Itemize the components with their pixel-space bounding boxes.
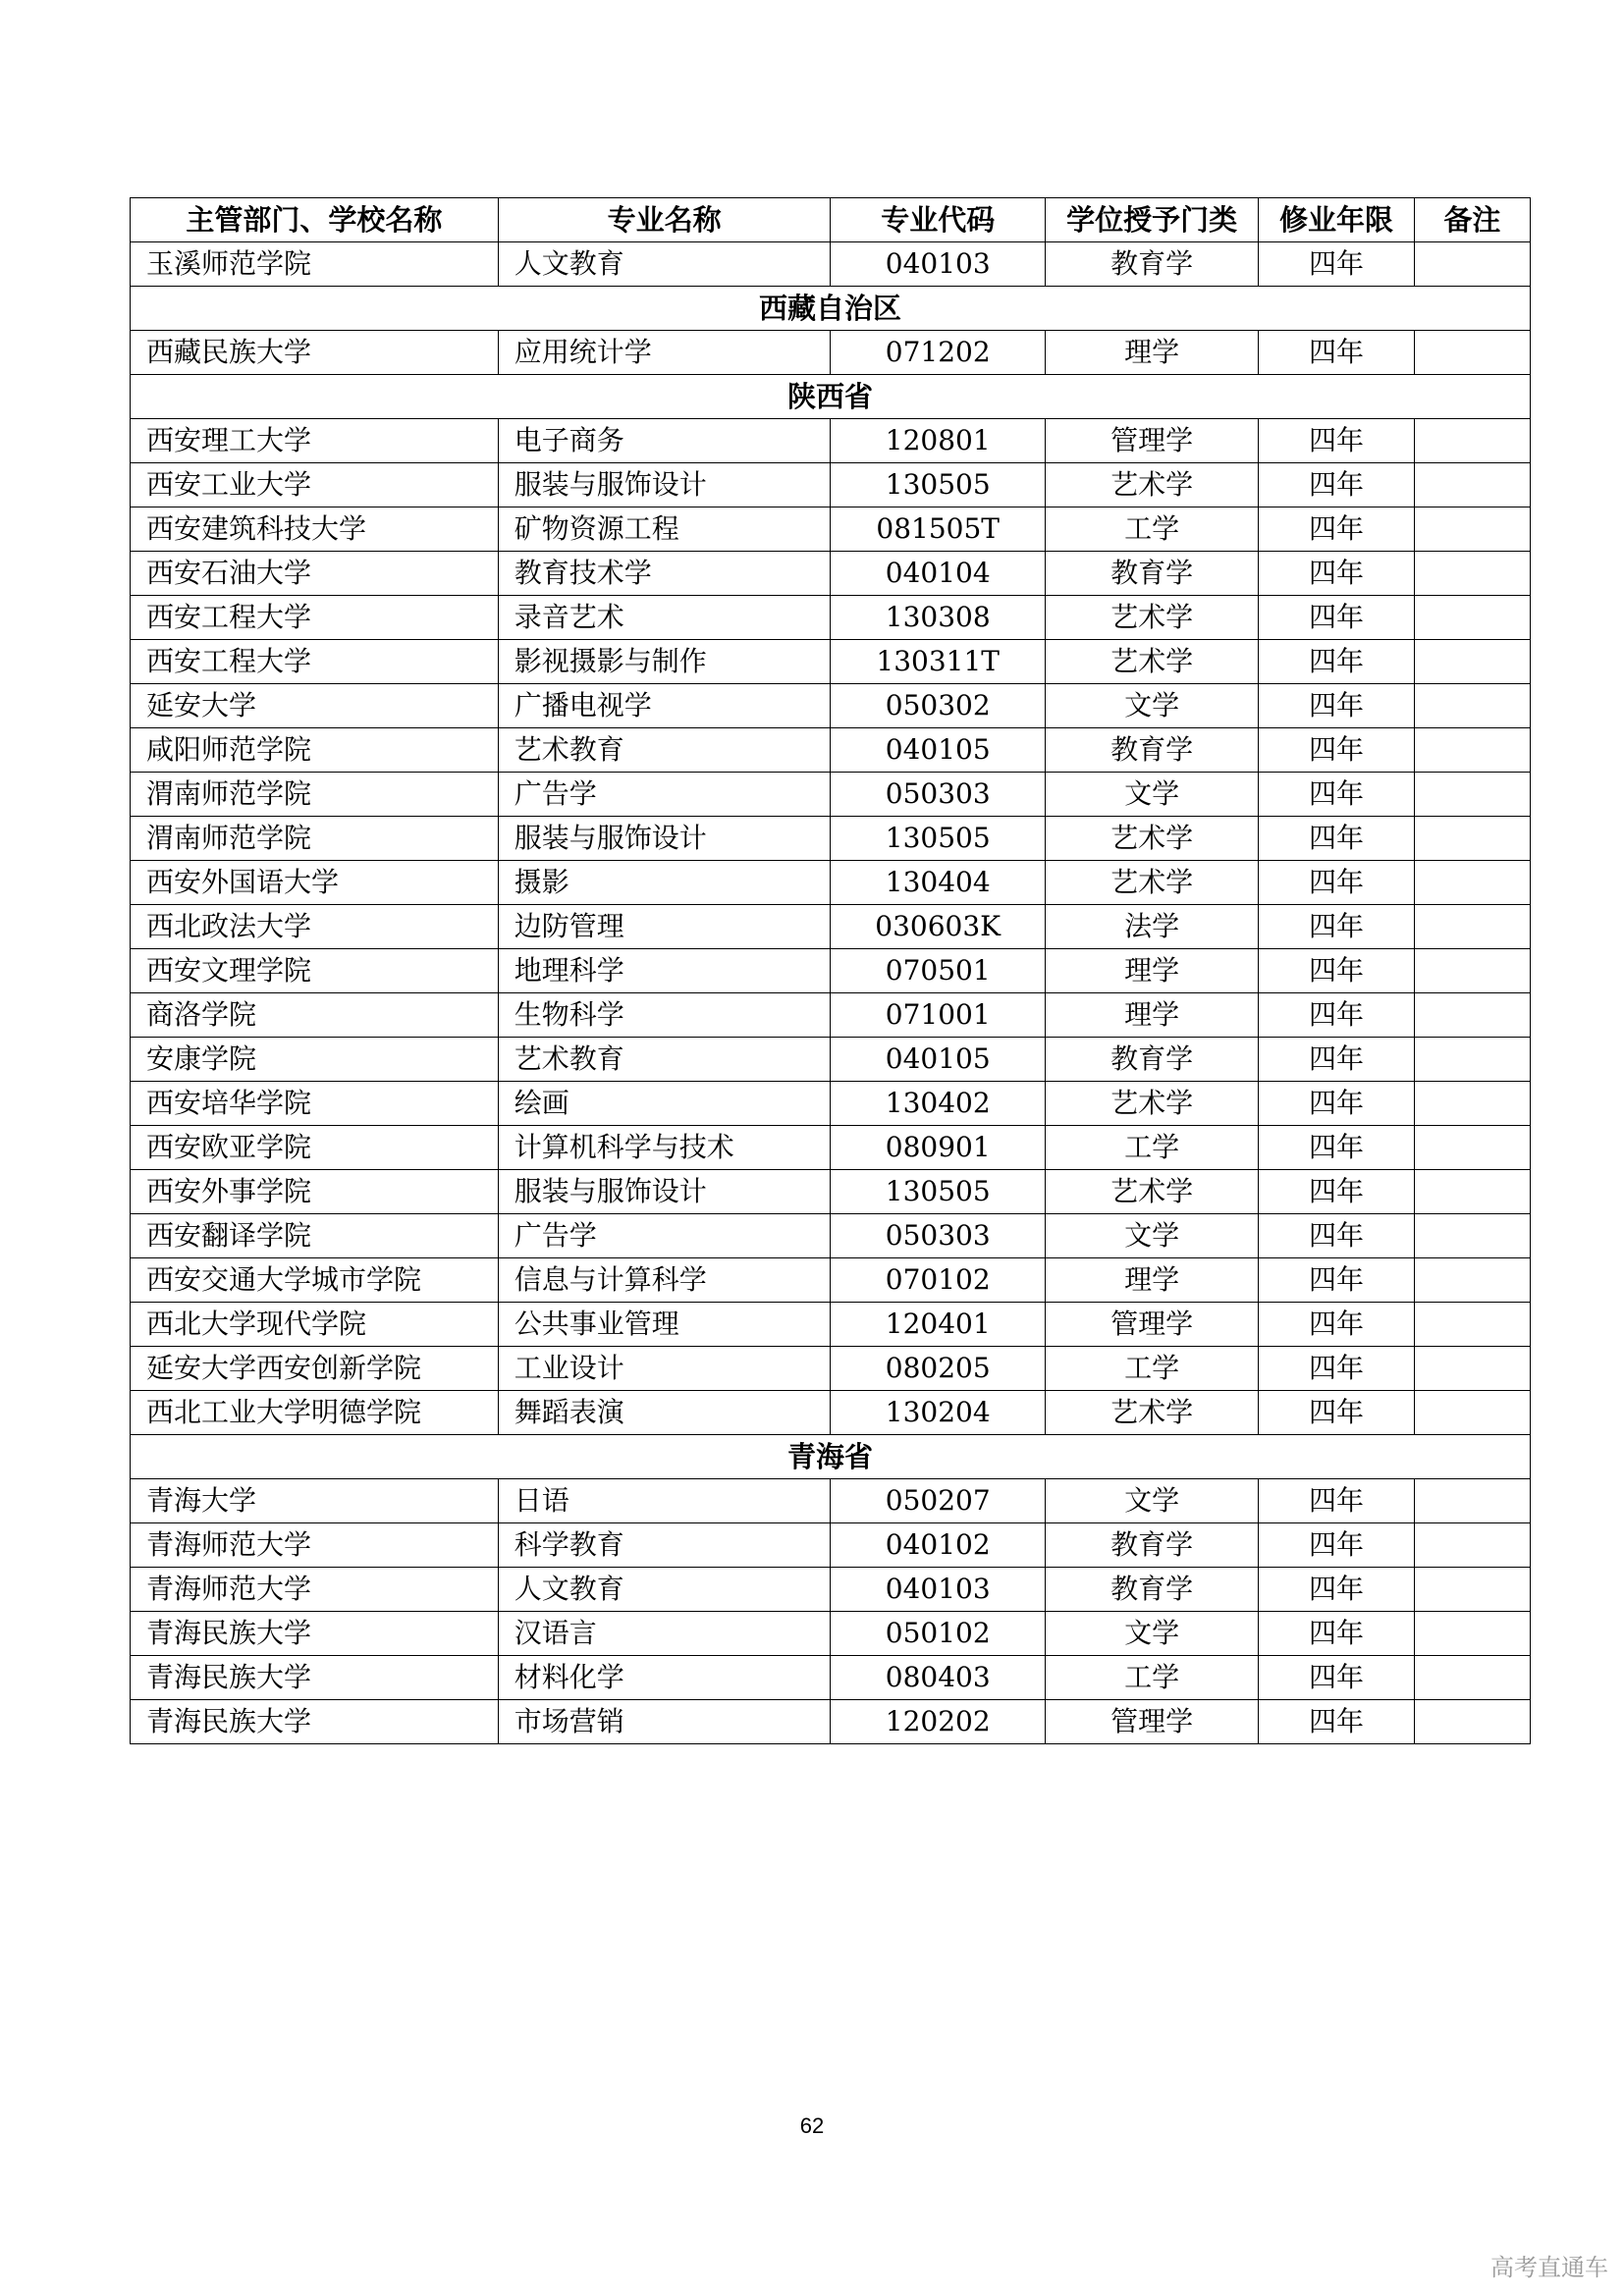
region-heading: 陕西省 [131, 375, 1531, 419]
cell-major: 日语 [498, 1479, 831, 1523]
cell-years: 四年 [1259, 552, 1414, 596]
cell-years: 四年 [1259, 817, 1414, 861]
table-row [131, 1700, 1531, 1744]
cell-degree: 管理学 [1045, 1700, 1258, 1744]
table-row [131, 1214, 1531, 1258]
cell-degree: 教育学 [1045, 1568, 1258, 1612]
cell-degree: 教育学 [1045, 1038, 1258, 1082]
cell-degree: 教育学 [1045, 728, 1258, 773]
cell-code: 120401 [831, 1303, 1045, 1347]
cell-degree: 理学 [1045, 993, 1258, 1038]
cell-code: 050302 [831, 684, 1045, 728]
cell-years: 四年 [1259, 1523, 1414, 1568]
cell-code: 050303 [831, 1214, 1045, 1258]
cell-school: 西藏民族大学 [131, 331, 499, 375]
cell-note [1414, 1303, 1530, 1347]
table-row [131, 242, 1531, 287]
cell-degree: 工学 [1045, 1126, 1258, 1170]
cell-code: 071202 [831, 331, 1045, 375]
cell-major: 地理科学 [498, 949, 831, 993]
cell-years: 四年 [1259, 1303, 1414, 1347]
cell-school: 咸阳师范学院 [131, 728, 499, 773]
cell-code: 120801 [831, 419, 1045, 463]
cell-major: 服装与服饰设计 [498, 463, 831, 507]
cell-degree: 艺术学 [1045, 1391, 1258, 1435]
cell-degree: 工学 [1045, 507, 1258, 552]
cell-note [1414, 242, 1530, 287]
cell-major: 矿物资源工程 [498, 507, 831, 552]
cell-degree: 理学 [1045, 949, 1258, 993]
cell-major: 教育技术学 [498, 552, 831, 596]
cell-years: 四年 [1259, 1656, 1414, 1700]
cell-school: 西安文理学院 [131, 949, 499, 993]
cell-years: 四年 [1259, 905, 1414, 949]
cell-major: 科学教育 [498, 1523, 831, 1568]
cell-note [1414, 1126, 1530, 1170]
cell-years: 四年 [1259, 949, 1414, 993]
cell-note [1414, 552, 1530, 596]
cell-school: 西安交通大学城市学院 [131, 1258, 499, 1303]
table-row [131, 507, 1531, 552]
cell-major: 艺术教育 [498, 1038, 831, 1082]
cell-code: 071001 [831, 993, 1045, 1038]
table-row [131, 861, 1531, 905]
cell-note [1414, 949, 1530, 993]
cell-years: 四年 [1259, 728, 1414, 773]
cell-code: 120202 [831, 1700, 1045, 1744]
cell-years: 四年 [1259, 463, 1414, 507]
header-note: 备注 [1414, 198, 1530, 242]
cell-years: 四年 [1259, 1700, 1414, 1744]
region-row [131, 375, 1531, 419]
cell-code: 040103 [831, 1568, 1045, 1612]
cell-school: 西安外事学院 [131, 1170, 499, 1214]
cell-note [1414, 993, 1530, 1038]
cell-school: 青海民族大学 [131, 1700, 499, 1744]
table-row [131, 1391, 1531, 1435]
table-row [131, 1082, 1531, 1126]
cell-degree: 工学 [1045, 1347, 1258, 1391]
cell-note [1414, 1523, 1530, 1568]
cell-school: 西安理工大学 [131, 419, 499, 463]
cell-years: 四年 [1259, 242, 1414, 287]
cell-code: 130404 [831, 861, 1045, 905]
cell-school: 玉溪师范学院 [131, 242, 499, 287]
cell-major: 人文教育 [498, 242, 831, 287]
cell-major: 材料化学 [498, 1656, 831, 1700]
cell-major: 绘画 [498, 1082, 831, 1126]
cell-years: 四年 [1259, 1568, 1414, 1612]
watermark: 高考直通车 [1490, 2254, 1608, 2281]
cell-years: 四年 [1259, 1038, 1414, 1082]
cell-code: 050102 [831, 1612, 1045, 1656]
header-school: 主管部门、学校名称 [131, 198, 499, 242]
cell-major: 人文教育 [498, 1568, 831, 1612]
cell-code: 040104 [831, 552, 1045, 596]
cell-years: 四年 [1259, 1479, 1414, 1523]
cell-note [1414, 1612, 1530, 1656]
cell-code: 070501 [831, 949, 1045, 993]
header-years: 修业年限 [1259, 198, 1414, 242]
cell-school: 安康学院 [131, 1038, 499, 1082]
cell-degree: 艺术学 [1045, 1082, 1258, 1126]
cell-note [1414, 905, 1530, 949]
region-row [131, 1435, 1531, 1479]
cell-years: 四年 [1259, 1082, 1414, 1126]
cell-degree: 法学 [1045, 905, 1258, 949]
cell-school: 商洛学院 [131, 993, 499, 1038]
cell-code: 130308 [831, 596, 1045, 640]
table-row [131, 1303, 1531, 1347]
cell-major: 服装与服饰设计 [498, 1170, 831, 1214]
cell-school: 西安工程大学 [131, 596, 499, 640]
cell-note [1414, 463, 1530, 507]
cell-code: 130204 [831, 1391, 1045, 1435]
cell-note [1414, 817, 1530, 861]
table-row [131, 1347, 1531, 1391]
cell-years: 四年 [1259, 684, 1414, 728]
cell-years: 四年 [1259, 331, 1414, 375]
cell-code: 130505 [831, 463, 1045, 507]
cell-note [1414, 861, 1530, 905]
cell-code: 050207 [831, 1479, 1045, 1523]
cell-school: 西北大学现代学院 [131, 1303, 499, 1347]
cell-major: 边防管理 [498, 905, 831, 949]
cell-major: 汉语言 [498, 1612, 831, 1656]
cell-note [1414, 684, 1530, 728]
cell-note [1414, 1082, 1530, 1126]
cell-code: 080205 [831, 1347, 1045, 1391]
table-header-row [131, 198, 1531, 242]
header-major: 专业名称 [498, 198, 831, 242]
cell-school: 西安翻译学院 [131, 1214, 499, 1258]
cell-degree: 文学 [1045, 684, 1258, 728]
table-row [131, 331, 1531, 375]
cell-degree: 艺术学 [1045, 640, 1258, 684]
cell-major: 计算机科学与技术 [498, 1126, 831, 1170]
cell-degree: 管理学 [1045, 1303, 1258, 1347]
cell-major: 公共事业管理 [498, 1303, 831, 1347]
cell-major: 录音艺术 [498, 596, 831, 640]
cell-major: 艺术教育 [498, 728, 831, 773]
cell-degree: 文学 [1045, 773, 1258, 817]
cell-years: 四年 [1259, 1258, 1414, 1303]
table-row [131, 640, 1531, 684]
cell-years: 四年 [1259, 596, 1414, 640]
table-row [131, 1258, 1531, 1303]
cell-major: 服装与服饰设计 [498, 817, 831, 861]
cell-school: 西安培华学院 [131, 1082, 499, 1126]
cell-code: 130505 [831, 817, 1045, 861]
cell-note [1414, 507, 1530, 552]
table-row [131, 773, 1531, 817]
page-number: 62 [799, 2113, 825, 2138]
cell-degree: 艺术学 [1045, 817, 1258, 861]
table-row [131, 949, 1531, 993]
cell-degree: 文学 [1045, 1612, 1258, 1656]
cell-major: 广播电视学 [498, 684, 831, 728]
cell-degree: 教育学 [1045, 552, 1258, 596]
table-row [131, 1479, 1531, 1523]
cell-note [1414, 1038, 1530, 1082]
cell-note [1414, 640, 1530, 684]
cell-years: 四年 [1259, 1347, 1414, 1391]
table-row [131, 463, 1531, 507]
cell-note [1414, 773, 1530, 817]
cell-school: 延安大学西安创新学院 [131, 1347, 499, 1391]
cell-note [1414, 1700, 1530, 1744]
table-row [131, 905, 1531, 949]
cell-years: 四年 [1259, 419, 1414, 463]
cell-school: 西安石油大学 [131, 552, 499, 596]
cell-degree: 艺术学 [1045, 463, 1258, 507]
table-row [131, 728, 1531, 773]
cell-degree: 教育学 [1045, 1523, 1258, 1568]
cell-note [1414, 1391, 1530, 1435]
cell-degree: 管理学 [1045, 419, 1258, 463]
cell-school: 西安工程大学 [131, 640, 499, 684]
cell-major: 信息与计算科学 [498, 1258, 831, 1303]
cell-degree: 理学 [1045, 1258, 1258, 1303]
cell-major: 市场营销 [498, 1700, 831, 1744]
cell-years: 四年 [1259, 773, 1414, 817]
cell-degree: 教育学 [1045, 242, 1258, 287]
region-heading: 青海省 [131, 1435, 1531, 1479]
cell-note [1414, 596, 1530, 640]
table-row [131, 817, 1531, 861]
cell-note [1414, 728, 1530, 773]
cell-years: 四年 [1259, 1214, 1414, 1258]
table-row [131, 1126, 1531, 1170]
table-row [131, 1568, 1531, 1612]
table-row [131, 1656, 1531, 1700]
cell-note [1414, 1258, 1530, 1303]
cell-school: 西安建筑科技大学 [131, 507, 499, 552]
cell-school: 西安工业大学 [131, 463, 499, 507]
cell-note [1414, 1656, 1530, 1700]
cell-degree: 文学 [1045, 1479, 1258, 1523]
cell-school: 延安大学 [131, 684, 499, 728]
cell-years: 四年 [1259, 1612, 1414, 1656]
cell-major: 影视摄影与制作 [498, 640, 831, 684]
header-degree: 学位授予门类 [1045, 198, 1258, 242]
cell-school: 西安欧亚学院 [131, 1126, 499, 1170]
cell-school: 青海师范大学 [131, 1523, 499, 1568]
cell-code: 040102 [831, 1523, 1045, 1568]
cell-major: 摄影 [498, 861, 831, 905]
cell-note [1414, 331, 1530, 375]
cell-major: 舞蹈表演 [498, 1391, 831, 1435]
cell-code: 130505 [831, 1170, 1045, 1214]
cell-degree: 工学 [1045, 1656, 1258, 1700]
cell-code: 130402 [831, 1082, 1045, 1126]
majors-table [130, 197, 1531, 1744]
cell-school: 西北政法大学 [131, 905, 499, 949]
cell-note [1414, 1214, 1530, 1258]
cell-code: 030603K [831, 905, 1045, 949]
cell-note [1414, 1170, 1530, 1214]
cell-major: 广告学 [498, 773, 831, 817]
cell-code: 080403 [831, 1656, 1045, 1700]
table-row [131, 1038, 1531, 1082]
region-heading: 西藏自治区 [131, 287, 1531, 331]
cell-code: 080901 [831, 1126, 1045, 1170]
cell-years: 四年 [1259, 507, 1414, 552]
cell-code: 040105 [831, 1038, 1045, 1082]
cell-school: 西安外国语大学 [131, 861, 499, 905]
cell-school: 渭南师范学院 [131, 773, 499, 817]
cell-school: 青海师范大学 [131, 1568, 499, 1612]
cell-years: 四年 [1259, 1391, 1414, 1435]
table-row [131, 1170, 1531, 1214]
cell-major: 工业设计 [498, 1347, 831, 1391]
cell-years: 四年 [1259, 1126, 1414, 1170]
cell-major: 生物科学 [498, 993, 831, 1038]
cell-degree: 艺术学 [1045, 861, 1258, 905]
cell-school: 青海大学 [131, 1479, 499, 1523]
cell-code: 081505T [831, 507, 1045, 552]
table-row [131, 1612, 1531, 1656]
table-row [131, 993, 1531, 1038]
cell-degree: 艺术学 [1045, 596, 1258, 640]
table-row [131, 552, 1531, 596]
cell-degree: 理学 [1045, 331, 1258, 375]
cell-major: 电子商务 [498, 419, 831, 463]
cell-school: 西北工业大学明德学院 [131, 1391, 499, 1435]
cell-note [1414, 1347, 1530, 1391]
cell-degree: 文学 [1045, 1214, 1258, 1258]
table-body [131, 242, 1531, 1744]
header-code: 专业代码 [831, 198, 1045, 242]
cell-code: 050303 [831, 773, 1045, 817]
cell-code: 130311T [831, 640, 1045, 684]
cell-years: 四年 [1259, 993, 1414, 1038]
cell-major: 广告学 [498, 1214, 831, 1258]
cell-code: 040103 [831, 242, 1045, 287]
cell-note [1414, 1568, 1530, 1612]
cell-years: 四年 [1259, 640, 1414, 684]
cell-degree: 艺术学 [1045, 1170, 1258, 1214]
cell-note [1414, 1479, 1530, 1523]
cell-years: 四年 [1259, 861, 1414, 905]
cell-code: 070102 [831, 1258, 1045, 1303]
table-row [131, 1523, 1531, 1568]
cell-note [1414, 419, 1530, 463]
table-row [131, 684, 1531, 728]
region-row [131, 287, 1531, 331]
table-row [131, 596, 1531, 640]
cell-school: 青海民族大学 [131, 1656, 499, 1700]
cell-school: 青海民族大学 [131, 1612, 499, 1656]
cell-major: 应用统计学 [498, 331, 831, 375]
table-row [131, 419, 1531, 463]
cell-years: 四年 [1259, 1170, 1414, 1214]
cell-school: 渭南师范学院 [131, 817, 499, 861]
cell-code: 040105 [831, 728, 1045, 773]
